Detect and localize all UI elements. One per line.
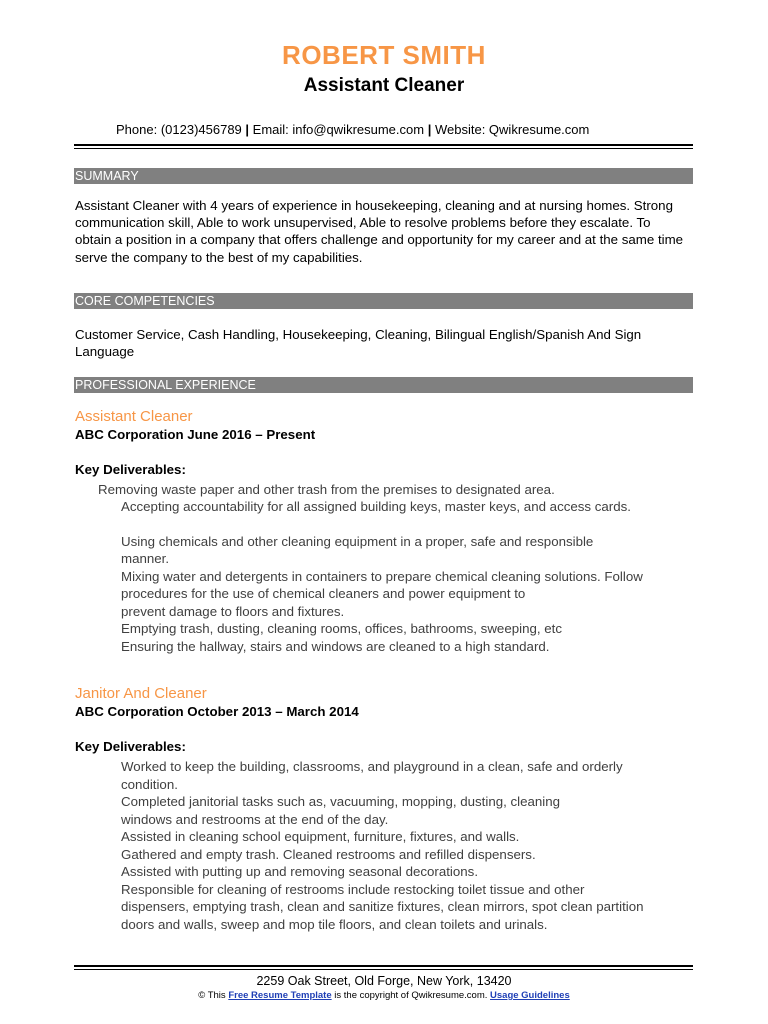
- list-item: manner.: [121, 551, 170, 566]
- deliverables-list: [98, 481, 555, 499]
- contact-website: Website: Qwikresume.com: [434, 122, 590, 137]
- job-company-dates: ABC Corporation June 2016 – Present: [75, 427, 316, 442]
- list-item: Assisted in cleaning school equipment, furniture, fixtures, and walls.: [121, 829, 520, 844]
- competencies-heading: CORE COMPETENCIES: [74, 293, 693, 309]
- candidate-name: ROBERT SMITH: [282, 40, 486, 70]
- job-title: Assistant Cleaner: [75, 408, 193, 425]
- key-deliverables-heading: Key Deliverables:: [75, 739, 186, 754]
- header-rule: [74, 144, 693, 149]
- deliverables-list: [121, 758, 644, 933]
- list-item: dispensers, emptying trash, clean and sanitize fixtures, clean mirrors, spot clean partition: [121, 899, 644, 914]
- summary-heading: SUMMARY: [74, 168, 693, 184]
- contact-line: [116, 122, 589, 137]
- job-company-dates: ABC Corporation October 2013 – March 2014: [75, 704, 359, 719]
- contact-email: Email: info@qwikresume.com: [252, 122, 425, 137]
- list-item: prevent damage to floors and fixtures.: [121, 603, 345, 619]
- experience-heading: PROFESSIONAL EXPERIENCE: [74, 377, 693, 393]
- list-item: Responsible for cleaning of restrooms include restocking toilet tissue and other: [121, 881, 585, 897]
- list-item: Gathered and empty trash. Cleaned restrooms and refilled dispensers.: [121, 846, 536, 862]
- usage-guidelines-link[interactable]: Usage Guidelines: [490, 990, 570, 1001]
- footer-rule: [74, 965, 693, 970]
- copyright-prefix: © This: [198, 990, 226, 1001]
- list-item: Ensuring the hallway, stairs and windows are cleaned to a high standard.: [121, 638, 550, 654]
- contact-phone: Phone: (0123)456789: [116, 122, 242, 137]
- list-item: doors and walls, sweep and mop tile floors, and clean toilets and urinals.: [121, 916, 548, 932]
- footer-copyright: [0, 990, 768, 1001]
- list-item: condition.: [121, 776, 178, 792]
- footer-address: 2259 Oak Street, Old Forge, New York, 13420: [256, 974, 512, 988]
- list-item: Removing waste paper and other trash from the premises to designated area.: [98, 482, 555, 497]
- candidate-job-title: Assistant Cleaner: [303, 75, 465, 96]
- copyright-middle: is the copyright of Qwikresume.com.: [334, 990, 488, 1001]
- free-resume-template-link[interactable]: Free Resume Template: [228, 990, 332, 1001]
- list-item: Assisted with putting up and removing seasonal decorations.: [121, 864, 479, 879]
- list-item: Mixing water and detergents in containers to prepare chemical cleaning solutions. Follow: [121, 568, 643, 584]
- list-item: windows and restrooms at the end of the day.: [121, 811, 389, 827]
- list-item: Using chemicals and other cleaning equipment in a proper, safe and responsible: [121, 533, 594, 549]
- list-item: procedures for the use of chemical cleaners and power equipment to: [121, 586, 526, 601]
- summary-text: Assistant Cleaner with 4 years of experience in housekeeping, cleaning and at nursing homes. Strong communication skill, Able to work unsupervised, Able to resolve problems before they escalate. To obtain a position in a company that offers challenge and opportunity for my career and at the same time serve the company to the best of my capabilities.: [75, 198, 684, 265]
- contact-separator: |: [245, 122, 250, 137]
- list-item: Worked to keep the building, classrooms, and playground in a clean, safe and orderly: [121, 759, 623, 774]
- job-title: Janitor And Cleaner: [75, 685, 207, 702]
- list-item: Emptying trash, dusting, cleaning rooms, offices, bathrooms, sweeping, etc: [121, 621, 562, 636]
- key-deliverables-heading: Key Deliverables:: [75, 462, 186, 477]
- list-item: Completed janitorial tasks such as, vacuuming, mopping, dusting, cleaning: [121, 794, 561, 809]
- contact-separator: |: [427, 122, 432, 137]
- list-item: Accepting accountability for all assigned building keys, master keys, and access cards.: [121, 499, 631, 514]
- deliverables-list: [121, 498, 643, 655]
- competencies-text: Customer Service, Cash Handling, Housekeeping, Cleaning, Bilingual English/Spanish And Sign Language: [75, 327, 642, 360]
